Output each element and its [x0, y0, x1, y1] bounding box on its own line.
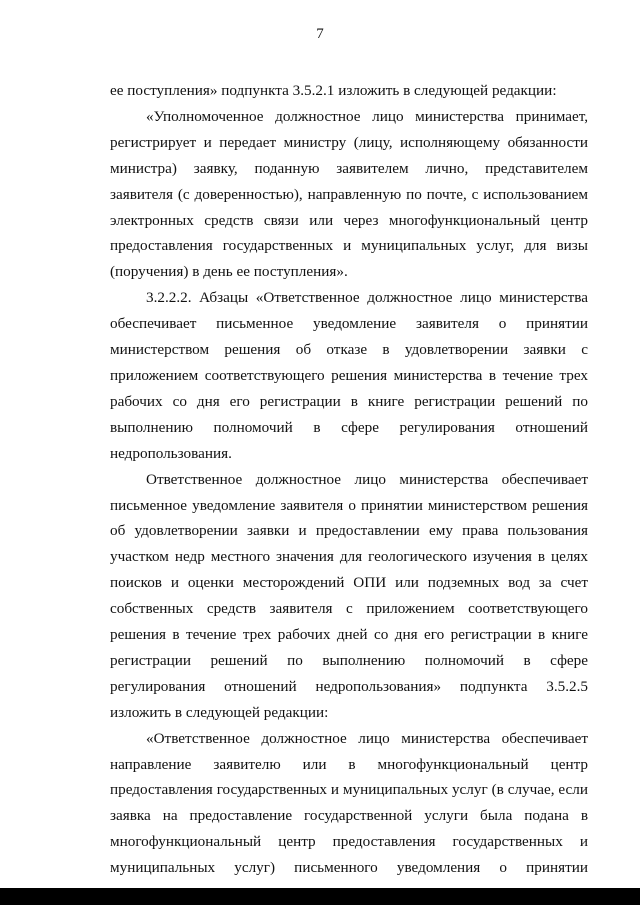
- paragraph-quote-direction: «Ответственное должностное лицо министерства обеспечивает направление заявителю или в многофункциональный центр предоставления государственных и муниципальных услуг (в случае, если заявка на предоставление государственной услуги была подана в многофункциональный центр предоставления государственных и муниципальных услуг) письменного уведомления о принятии: [110, 729, 588, 877]
- page-number: 7: [316, 26, 324, 42]
- scan-bottom-edge: [0, 888, 640, 905]
- paragraph-intro: ее поступления» подпункта 3.5.2.1 изложить в следующей редакции:: [110, 82, 557, 99]
- paragraph-3-2-2-2: 3.2.2.2. Абзацы «Ответственное должностное лицо министерства обеспечивает письменное уведомление заявителя о принятии министерством решения об отказе в удовлетворении заявки с приложением соответствующего решения министерства в течение трех рабочих со дня его регистрации в книге регистрации решений по выполнению полномочий в сфере регулирования отношений недропользования.: [110, 289, 588, 462]
- paragraph-notification: Ответственное должностное лицо министерства обеспечивает письменное уведомление заявителя о принятии министерством решения об удовлетворении заявки и предоставлении ему права пользования участком недр местного значения для геологического изучения в целях поисков и оценки месторождений ОПИ или подземных вод за счет собственных средств заявителя с приложением соответствующего решения в течение трех рабочих дней со дня его регистрации в книге регистрации решений по выполнению полномочий в сфере регулирования отношений недропользования» подпункта 3.5.2.5 изложить в следующей редакции:: [110, 470, 588, 721]
- paragraph-quote-registration: «Уполномоченное должностное лицо министерства принимает, регистрирует и передает министру (лицу, исполняющему обязанности министра) заявку, поданную заявителем лично, представителем заявителя (с доверенностью), направленную по почте, с использованием электронных средств связи или через многофункциональный центр предоставления государственных и муниципальных услуг, для визы (поручения) в день ее поступления».: [110, 107, 588, 281]
- document-body: [110, 78, 588, 881]
